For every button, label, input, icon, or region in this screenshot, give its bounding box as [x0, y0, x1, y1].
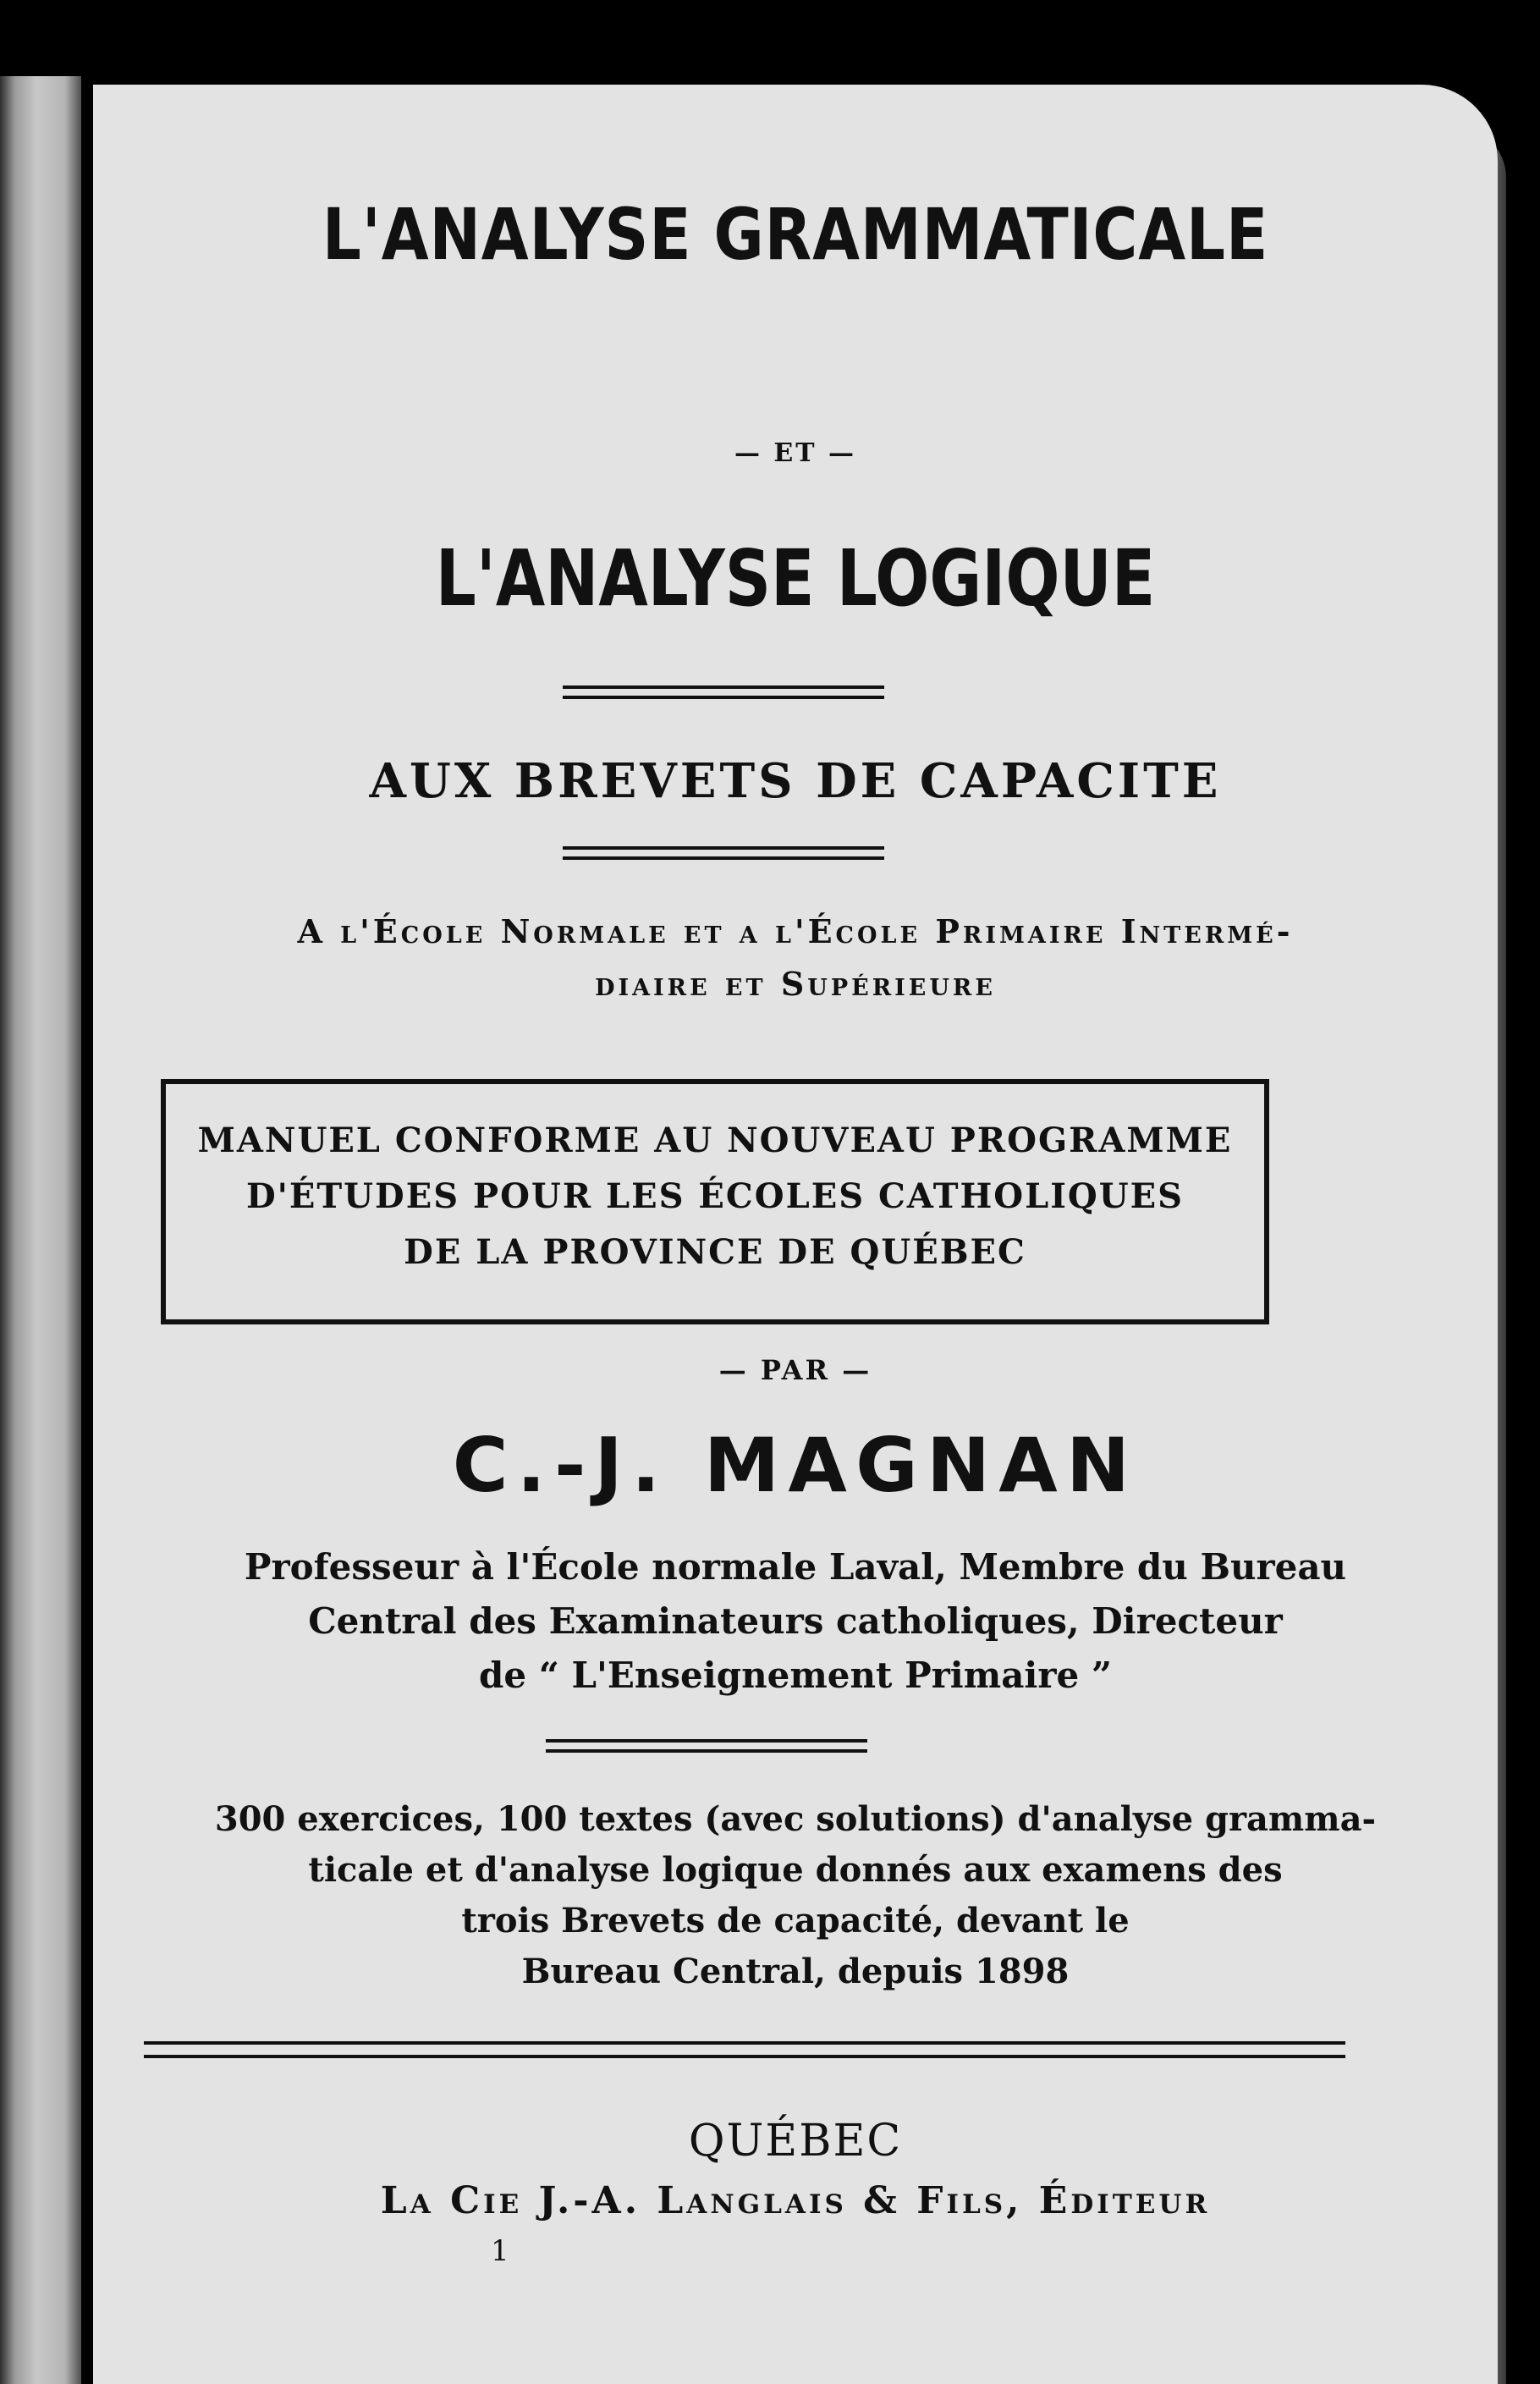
publisher-line: La Cie J.-A. Langlais & Fils, Éditeur: [380, 2179, 1211, 2222]
conjunction-et: — ET —: [734, 438, 857, 468]
title-rule-a: [563, 685, 884, 689]
bottom-rule-a: [144, 2041, 1345, 2045]
bottom-rule-b: [144, 2055, 1345, 2058]
bio-line-3: de “ L'Enseignement Primaire ”: [478, 1654, 1112, 1696]
bio-line-1: Professeur à l'École normale Laval, Membre du Bureau: [244, 1546, 1347, 1588]
schools-text: [93, 906, 1498, 1010]
program-box: [161, 1079, 1269, 1324]
program-line-2: D'ÉTUDES POUR LES ÉCOLES CATHOLIQUES: [245, 1176, 1185, 1216]
subtitle-rule-a: [563, 846, 884, 850]
par-label: — PAR —: [718, 1354, 872, 1386]
exercises-line-4: Bureau Central, depuis 1898: [521, 1952, 1070, 1991]
title-rule-b: [563, 696, 884, 699]
author-bio: [93, 1540, 1498, 1703]
bio-rule-a: [546, 1739, 867, 1743]
program-box-text: [166, 1113, 1264, 1280]
author-name: C.-J. MAGNAN: [452, 1422, 1139, 1509]
program-line-3: DE LA PROVINCE DE QUÉBEC: [404, 1232, 1026, 1272]
title-line-1: L'ANALYSE GRAMMATICALE: [322, 193, 1269, 276]
schools-line-1: A l'École Normale et a l'École Primaire Intermé-: [297, 912, 1294, 950]
publication-city: QUÉBEC: [688, 2116, 903, 2167]
subtitle-rule-b: [563, 856, 884, 860]
page-number: 1: [491, 2234, 509, 2268]
exercises-line-3: trois Brevets de capacité, devant le: [461, 1901, 1130, 1941]
bio-rule-b: [546, 1749, 867, 1753]
book-spine-edge: [0, 76, 81, 2384]
bio-line-2: Central des Examinateurs catholiques, Directeur: [308, 1600, 1283, 1642]
subtitle: AUX BREVETS DE CAPACITE: [369, 753, 1222, 809]
program-line-1: MANUEL CONFORME AU NOUVEAU PROGRAMME: [197, 1120, 1233, 1160]
exercises-line-1: 300 exercices, 100 textes (avec solutions) d'analyse gramma-: [214, 1799, 1377, 1839]
title-page: [93, 85, 1498, 2384]
title-line-2: L'ANALYSE LOGIQUE: [435, 533, 1156, 624]
schools-line-2: diaire et Supérieure: [595, 965, 996, 1003]
exercises-line-2: ticale et d'analyse logique donnés aux examens des: [308, 1850, 1283, 1890]
exercises-text: [93, 1794, 1498, 1997]
